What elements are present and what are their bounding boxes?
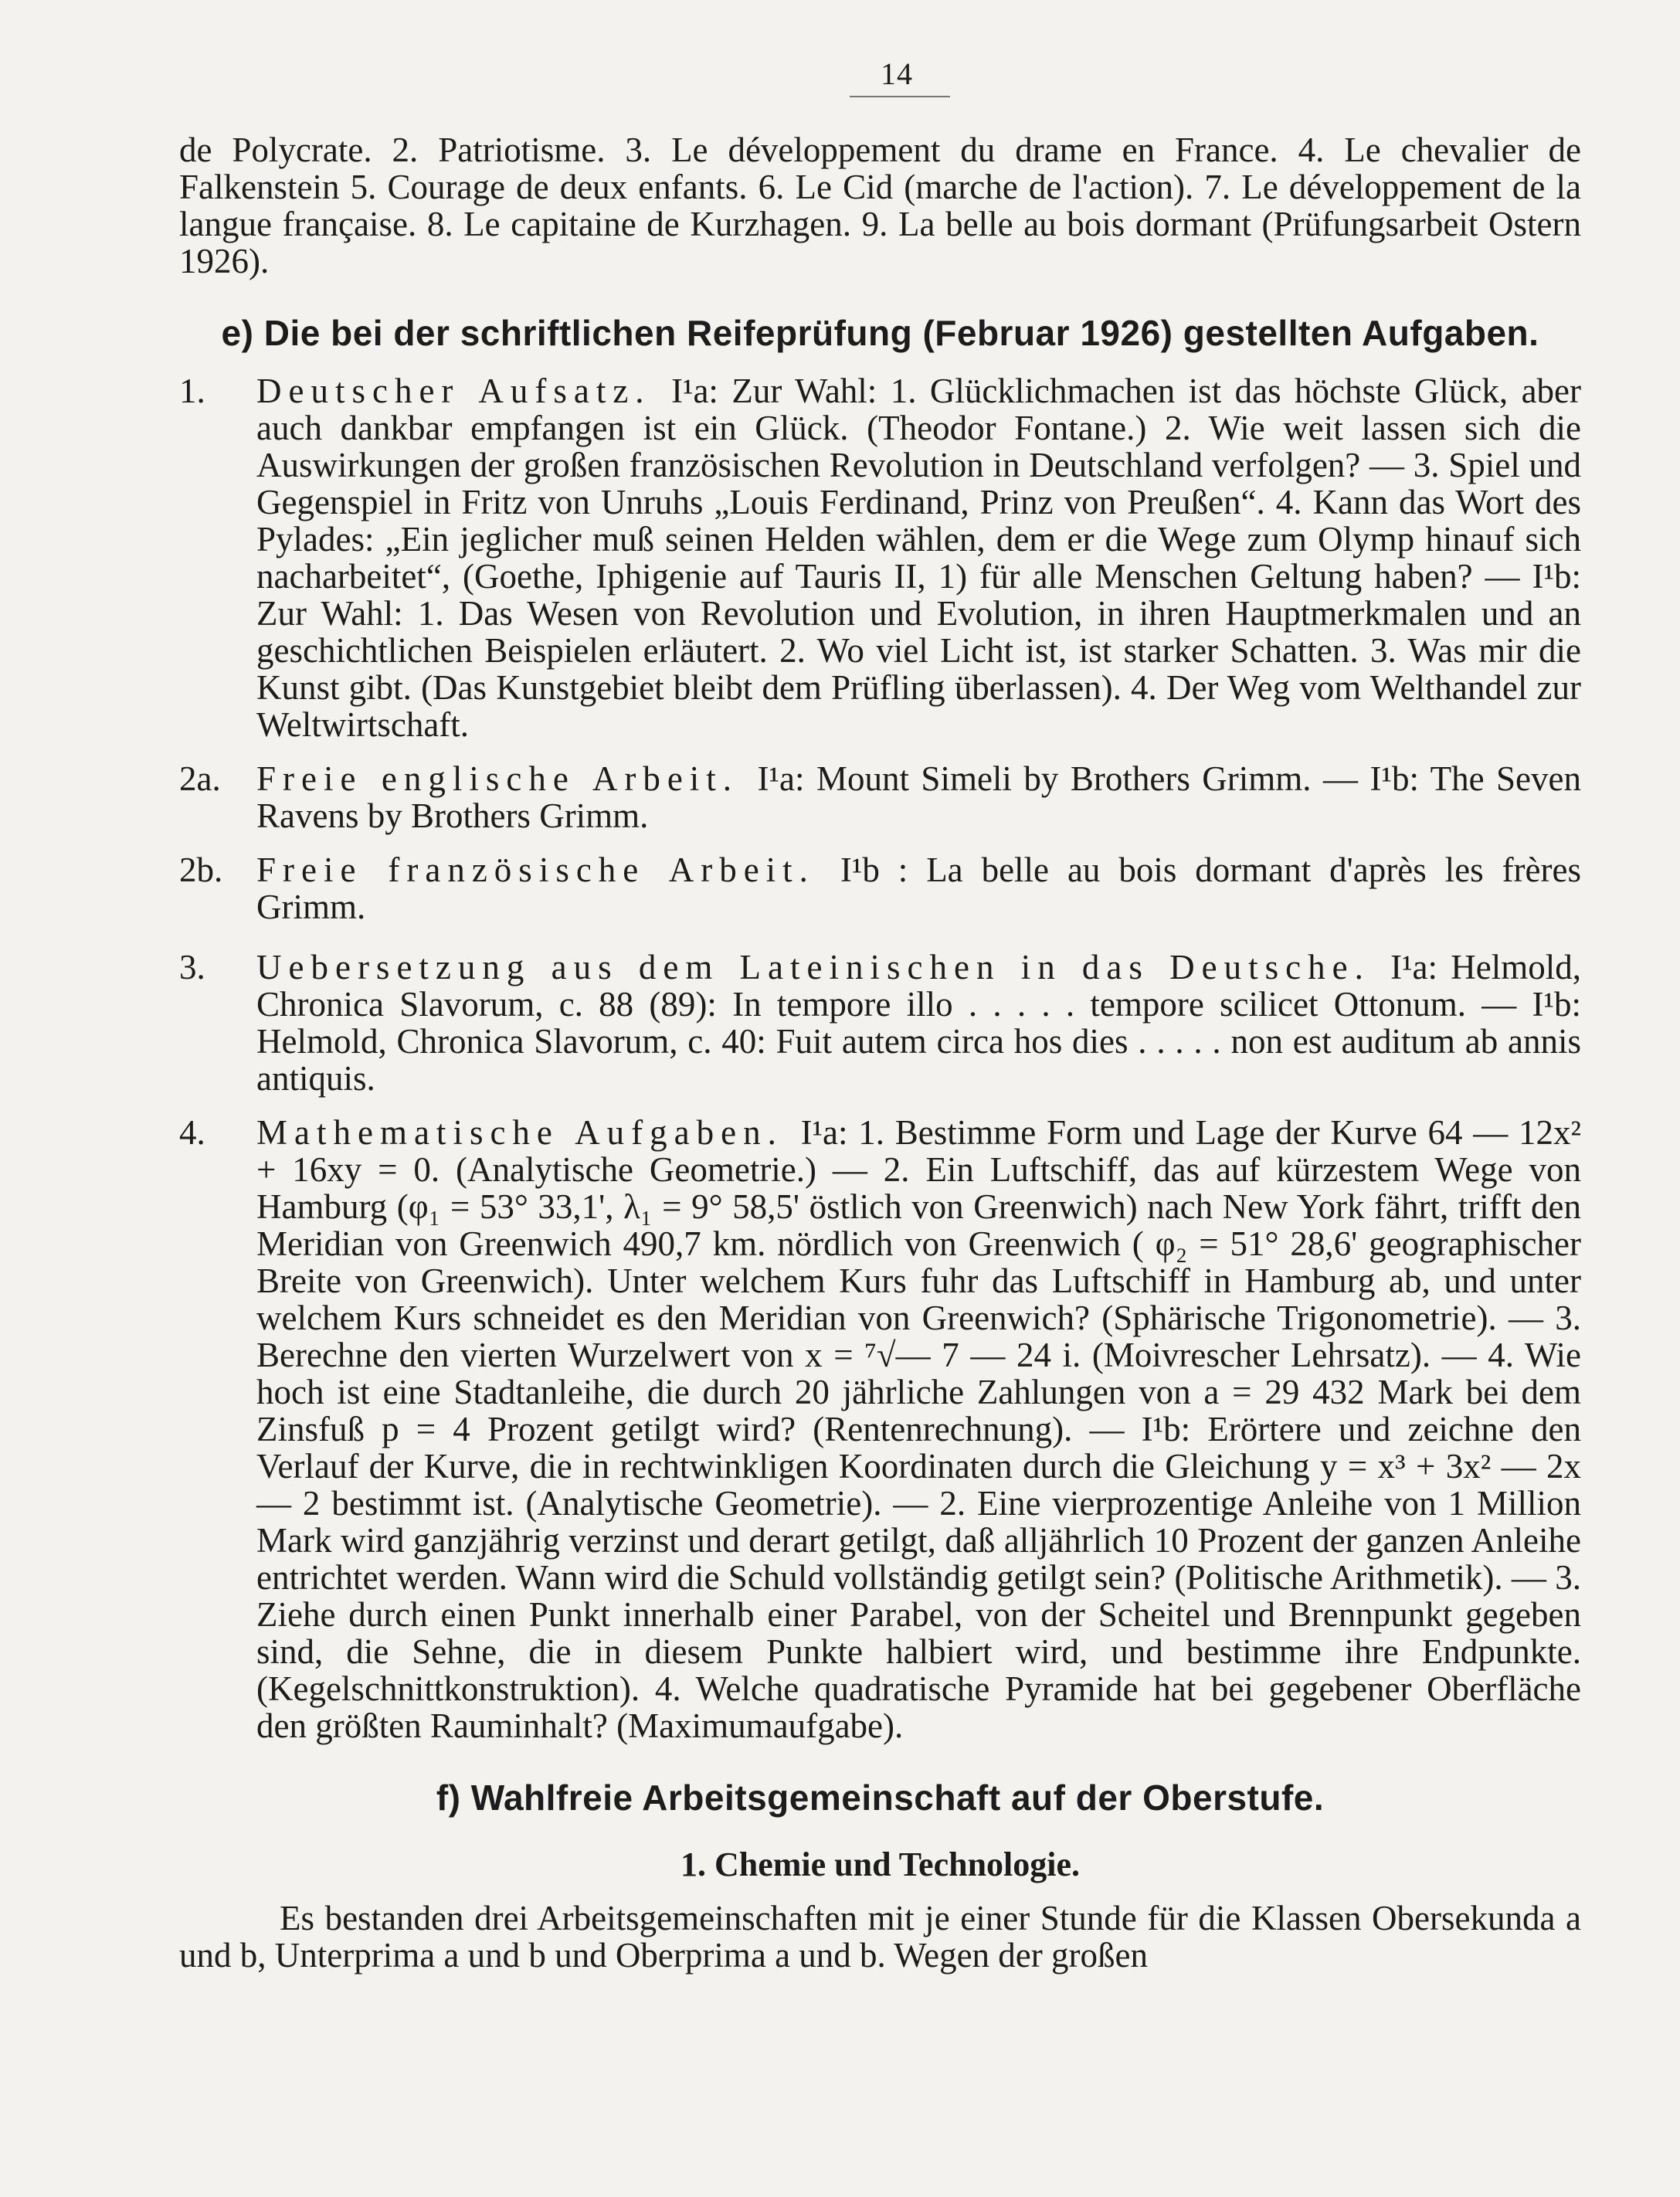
intro-paragraph: de Polycrate. 2. Patriotisme. 3. Le développement du drame en France. 4. Le chevalier de Falkenstein 5. Courage de deux enfants. 6. Le Cid (marche de l'action). 7. Le développement de la langue française. 8. Le capitaine de Kurzhagen. 9. La belle au bois dormant (Prüfungsarbeit Ostern 1926). (179, 131, 1581, 280)
item-text: I¹a: 1. Bestimme Form und Lage der Kurve 64 — 12x² + 16xy = 0. (Analytische Geometrie.) — 2. Ein Luftschiff, das auf kürzestem Wege von Hamburg (φ₁ = 53° 33,1', λ₁ = 9° 58,5' östlich von Greenwich) nach New York fährt, trifft den Meridian von Greenwich 490,7 km. nördlich von Greenwich ( φ₂ = 51° 28,6' geographischer Breite von Greenwich). Unter welchem Kurs fuhr das Luftschiff in Hamburg ab, und unter welchem Kurs schneidet es den Meridian von Greenwich? (Sphärische Trigonometrie). — 3. Berechne den vierten Wurzelwert von x = ⁷√— 7 — 24 i. (Moivrescher Lehrsatz). — 4. Wie hoch ist eine Stadtanleihe, die durch 20 jährliche Zahlungen von a = 29 432 Mark bei dem Zinsfuß p = 4 Prozent getilgt wird? (Rentenrechnung). — I¹b: Erörtere und zeichne den Verlauf der Kurve, die in rechtwinkligen Koordinaten durch die Gleichung y = x³ + 3x² — 2x — 2 bestimmt ist. (Analytische Geometrie). — 2. Eine vierprozentige Anleihe von 1 Million Mark wird ganzjährig verzinst und derart getilgt, daß alljährlich 10 Prozent der ganzen Anleihe entrichtet werden. Wann wird die Schuld vollständig getilgt sein? (Politische Arithmetik). — 3. Ziehe durch einen Punkt innerhalb einer Parabel, von der Scheitel und Brennpunkt gegeben sind, die Sehne, die in diesem Punkte halbiert wird, und bestimme ihre Endpunkte. (Kegelschnittkonstruktion). 4. Welche quadratische Pyramide hat bei gegebener Oberfläche den größten Rauminhalt? (Maximumaufgabe). (256, 1113, 1581, 1745)
section-e-heading: e) Die bei der schriftlichen Reifeprüfung (Februar 1926) gestellten Aufgaben. (221, 313, 1539, 353)
section-f-subheading: 1. Chemie und Technologie. (680, 1846, 1081, 1883)
page-content (179, 131, 1581, 1974)
item-number: 1. (179, 372, 205, 410)
item-title: Freie französische Arbeit. (256, 851, 840, 889)
page-number: 14 (881, 56, 913, 91)
exam-item-2b (179, 851, 1581, 925)
item-title: Mathematische Aufgaben. (256, 1113, 801, 1152)
item-title: Freie englische Arbeit. (256, 759, 758, 798)
item-text: I¹a: Zur Wahl: 1. Glücklichmachen ist das höchste Glück, aber auch dankbar empfangen ist ein Glück. (Theodor Fontane.) 2. Wie weit lassen sich die Auswirkungen der großen französischen Revolution in Deutschland verfolgen? — 3. Spiel und Gegenspiel in Fritz von Unruhs „Louis Ferdinand, Prinz von Preußen“. 4. Kann das Wort des Pylades: „Ein jeglicher muß seinen Helden wählen, dem er die Wege zum Olymp hinauf sich nacharbeitet“, (Goethe, Iphigenie auf Tauris II, 1) für alle Menschen Geltung haben? — I¹b: Zur Wahl: 1. Das Wesen von Revolution und Evolution, in ihren Hauptmerkmalen und an geschichtlichen Beispielen erläutert. 2. Wo viel Licht ist, ist starker Schatten. 3. Was mir die Kunst gibt. (Das Kunstgebiet bleibt dem Prüfling überlassen). 4. Der Weg vom Welthandel zur Weltwirtschaft. (256, 372, 1581, 744)
item-number: 3. (179, 948, 205, 986)
section-f-heading: f) Wahlfreie Arbeitsgemeinschaft auf der Oberstufe. (436, 1778, 1325, 1818)
exam-item-2a (179, 760, 1581, 834)
item-text: I¹a: Mount Simeli by Brothers Grimm. — I¹b: The Seven Ravens by Brothers Grimm. (256, 759, 1581, 835)
header-rule (850, 96, 950, 97)
exam-item-4 (179, 1114, 1581, 1744)
item-number: 4. (179, 1113, 205, 1152)
item-title: Uebersetzung aus dem Lateinischen in das Deutsche. (256, 948, 1391, 986)
item-text: I¹a: Helmold, Chronica Slavorum, c. 88 (89): In tempore illo . . . . . tempore scilicet Ottonum. — I¹b: Helmold, Chronica Slavorum, c. 40: Fuit autem circa hos dies . . . . . non est auditum ab annis antiquis. (256, 948, 1581, 1098)
exam-item-1 (179, 372, 1581, 743)
item-number: 2a. (179, 759, 221, 798)
item-title: Deutscher Aufsatz. (256, 372, 671, 410)
item-text: I¹b : La belle au bois dormant d'après les frères Grimm. (256, 851, 1581, 926)
section-f-paragraph: Es bestanden drei Arbeitsgemeinschaften mit je einer Stunde für die Klassen Obersekunda a und b, Unterprima a und b und Oberprima a und b. Wegen der großen (179, 1899, 1581, 1975)
exam-item-3 (179, 949, 1581, 1097)
item-number: 2b. (179, 851, 223, 889)
